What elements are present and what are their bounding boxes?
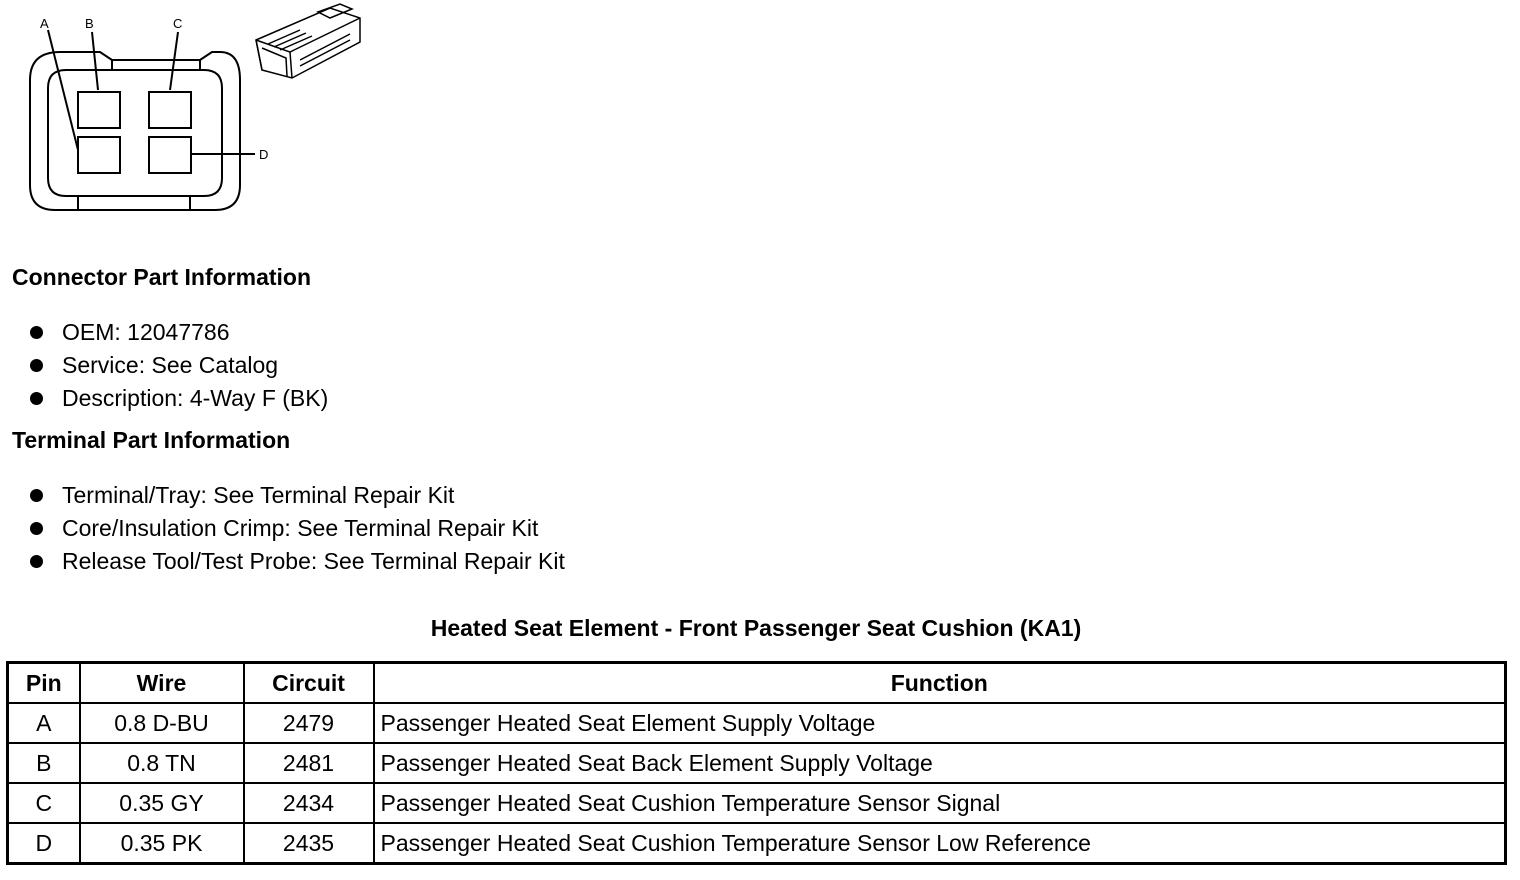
pin-label-b: B: [85, 16, 94, 31]
list-item: Core/Insulation Crimp: See Terminal Repair Kit: [28, 512, 565, 545]
cavity-b: [78, 92, 120, 128]
header-wire: Wire: [80, 663, 244, 704]
list-item: Release Tool/Test Probe: See Terminal Repair Kit: [28, 545, 565, 578]
connector-3d-icon: [256, 4, 360, 78]
connector-diagram: [0, 0, 380, 220]
pin-label-c: C: [173, 16, 183, 31]
cell-pin: A: [8, 703, 80, 743]
cell-circuit: 2435: [244, 823, 374, 864]
connector-part-info-title: Connector Part Information: [12, 264, 312, 290]
cell-function: Passenger Heated Seat Back Element Supply Voltage: [374, 743, 1506, 783]
cell-function: Passenger Heated Seat Element Supply Voltage: [374, 703, 1506, 743]
bullet-icon: [30, 392, 43, 405]
cell-pin: C: [8, 783, 80, 823]
cavity-a: [78, 137, 120, 173]
cell-circuit: 2481: [244, 743, 374, 783]
terminal-part-info-list: [28, 479, 565, 578]
cavity-c: [149, 92, 191, 128]
bullet-icon: [30, 489, 43, 502]
pin-label-d: D: [259, 147, 269, 162]
table-row: [8, 743, 1506, 783]
list-item: Service: See Catalog: [28, 349, 328, 382]
terminal-part-info-title: Terminal Part Information: [12, 427, 291, 453]
table-row: [8, 703, 1506, 743]
bullet-icon: [30, 326, 43, 339]
cell-circuit: 2434: [244, 783, 374, 823]
cell-function: Passenger Heated Seat Cushion Temperature Sensor Signal: [374, 783, 1506, 823]
bullet-icon: [30, 522, 43, 535]
cell-pin: D: [8, 823, 80, 864]
connector-part-info-list: [28, 316, 328, 415]
list-item: OEM: 12047786: [28, 316, 328, 349]
table-row: [8, 783, 1506, 823]
cell-wire: 0.35 PK: [80, 823, 244, 864]
cell-pin: B: [8, 743, 80, 783]
cell-wire: 0.8 D-BU: [80, 703, 244, 743]
header-pin: Pin: [8, 663, 80, 704]
cavity-d: [149, 137, 191, 173]
cell-wire: 0.8 TN: [80, 743, 244, 783]
bullet-icon: [30, 359, 43, 372]
table-header-row: [8, 663, 1506, 704]
pin-table: [6, 661, 1507, 865]
list-item: Terminal/Tray: See Terminal Repair Kit: [28, 479, 565, 512]
cell-circuit: 2479: [244, 703, 374, 743]
list-item: Description: 4-Way F (BK): [28, 382, 328, 415]
connector-outer-shell: [30, 52, 240, 210]
pin-table-title: Heated Seat Element - Front Passenger Seat Cushion (KA1): [430, 615, 1082, 641]
cell-function: Passenger Heated Seat Cushion Temperature Sensor Low Reference: [374, 823, 1506, 864]
header-circuit: Circuit: [244, 663, 374, 704]
table-row: [8, 823, 1506, 864]
pin-label-a: A: [40, 16, 49, 31]
header-function: Function: [374, 663, 1506, 704]
cell-wire: 0.35 GY: [80, 783, 244, 823]
bullet-icon: [30, 555, 43, 568]
